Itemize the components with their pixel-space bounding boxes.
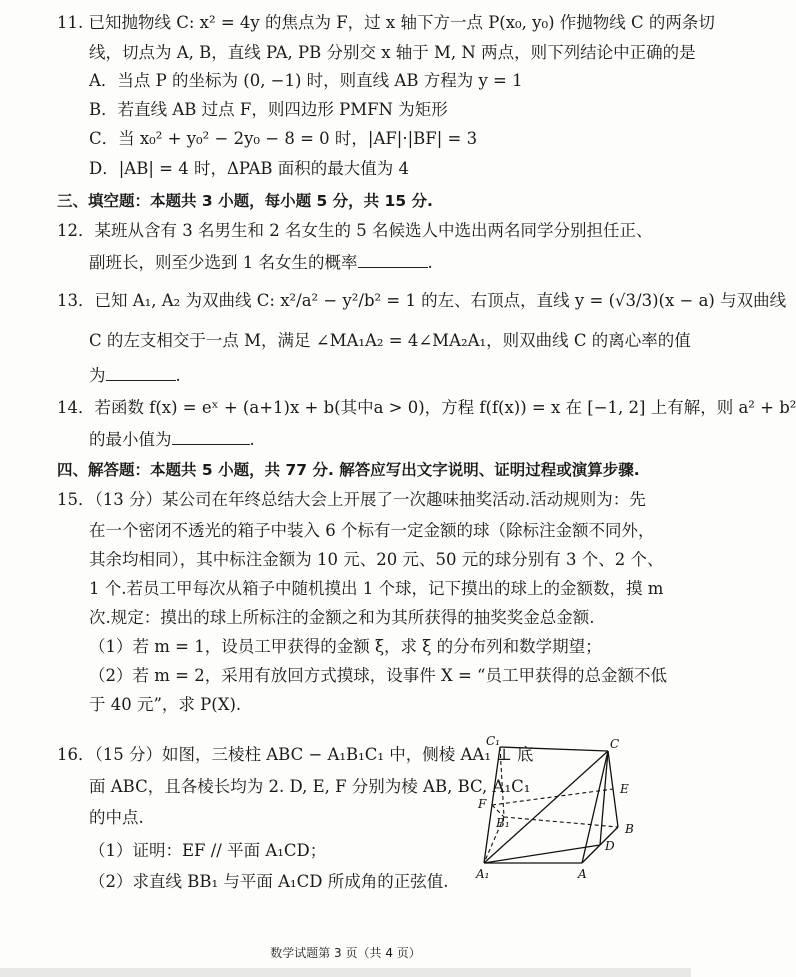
q11-option-b: B．若直线 AB 过点 F，则四边形 PMFN 为矩形 [89,100,448,119]
q12-line2 [89,251,433,274]
edge-c1-c [500,747,608,751]
q15-part2b: 于 40 元”，求 P(X). [89,695,242,714]
label-b1: B₁ [496,816,510,830]
q13-line1: 13．已知 A₁, A₂ 为双曲线 C: x²/a² − y²/b² = 1 的左、右顶点，直线 y = (√3/3)(x − a) 与双曲线 [57,291,787,310]
q14-line2 [89,428,255,451]
q13-end: . [175,366,181,385]
edge-c-d [600,751,608,845]
q14-line1: 14．若函数 f(x) = eˣ + (a+1)x + b(其中a > 0)，方程 f(f(x)) = x 在 [−1, 2] 上有解，则 a² + b² [57,398,796,417]
q13-line2: C 的左支相交于一点 M，满足 ∠MA₁A₂ = 4∠MA₂A₁，则双曲线 C 的离心率的值 [89,331,691,350]
q12-line2-text: 副班长，则至少选到 1 名女生的概率 [89,253,358,272]
q14-end: . [249,430,255,449]
bottom-scan-edge [0,968,691,977]
q15-line5: 次.规定：摸出的球上所标注的金额之和为其所获得的抽奖奖金总金额. [89,608,595,627]
q14-answer-blank [172,428,250,445]
q14-line2-text: 的最小值为 [89,430,172,449]
q11-option-a: A．当点 P 的坐标为 (0, −1) 时，则直线 AB 方程为 y = 1 [89,71,523,90]
edge-b1-b [504,817,618,827]
q12-end: . [427,253,433,272]
q15-part2a: （2）若 m = 2，采用有放回方式摸球，设事件 X = “员工甲获得的总金额不低 [89,666,667,685]
label-a1: A₁ [476,867,490,881]
section-fill-in-heading: 三、填空题：本题共 3 小题，每小题 5 分，共 15 分. [57,192,433,210]
q15-part1: （1）若 m = 1，设员工甲获得的金额 ξ，求 ξ 的分布列和数学期望； [89,637,602,656]
q16-part1: （1）证明：EF // 平面 A₁CD； [89,841,327,860]
q16-line3: 的中点. [89,808,144,827]
q13-line3-text: 为 [89,366,106,385]
q12-line1: 12．某班从含有 3 名男生和 2 名女生的 5 名候选人中选出两名同学分别担任正、 [57,221,653,240]
q15-line1: 15．（13 分）某公司在年终总结大会上开展了一次趣味抽奖活动.活动规则为：先 [57,490,646,509]
q11-option-c: C．当 x₀² + y₀² − 2y₀ − 8 = 0 时，|AF|·|BF| = 3 [89,129,478,148]
q15-line3: 其余均相同），其中标注金额为 10 元、20 元、50 元的球分别有 3 个、2 个、 [89,550,664,569]
section-solutions-heading: 四、解答题：本题共 5 小题，共 77 分. 解答应写出文字说明、证明过程或演算步骤. [57,461,640,479]
label-c1: C₁ [486,734,500,748]
q13-line3 [89,364,181,387]
q15-line4: 1 个.若员工甲每次从箱子中随机摸出 1 个球，记下摸出的球上的金额数，摸 m [89,579,664,598]
q13-answer-blank [106,364,176,381]
edge-f-e [492,789,613,805]
label-a: A [578,867,587,881]
edge-c1-b1 [500,747,504,817]
q16-line2: 面 ABC，且各棱长均为 2. D, E, F 分别为棱 AB, BC, A₁C₁ [89,777,531,796]
q11-option-d: D．|AB| = 4 时，ΔPAB 面积的最大值为 4 [89,159,409,178]
q12-answer-blank [358,251,428,268]
label-e: E [620,782,629,796]
q16-line1: 16．（15 分）如图，三棱柱 ABC − A₁B₁C₁ 中，侧棱 AA₁ ⊥ 底 [57,745,534,764]
q16-part2: （2）求直线 BB₁ 与平面 A₁CD 所成角的正弦值. [89,872,449,891]
triangular-prism-figure [470,735,650,885]
q11-line1: 11. 已知抛物线 C: x² = 4y 的焦点为 F，过 x 轴下方一点 P(x₀, y₀) 作抛物线 C 的两条切 [57,13,715,32]
label-f: F [478,797,487,811]
q15-line2: 在一个密闭不透光的箱子中装入 6 个标有一定金额的球（除标注金额不同外， [89,521,655,540]
label-d: D [605,839,615,853]
page-footer: 数学试题第 3 页（共 4 页） [270,946,421,960]
label-b: B [625,822,634,836]
label-c: C [610,737,620,751]
q11-line2: 线，切点为 A, B，直线 PA, PB 分别交 x 轴于 M, N 两点，则下列结论中正确的是 [89,43,696,62]
